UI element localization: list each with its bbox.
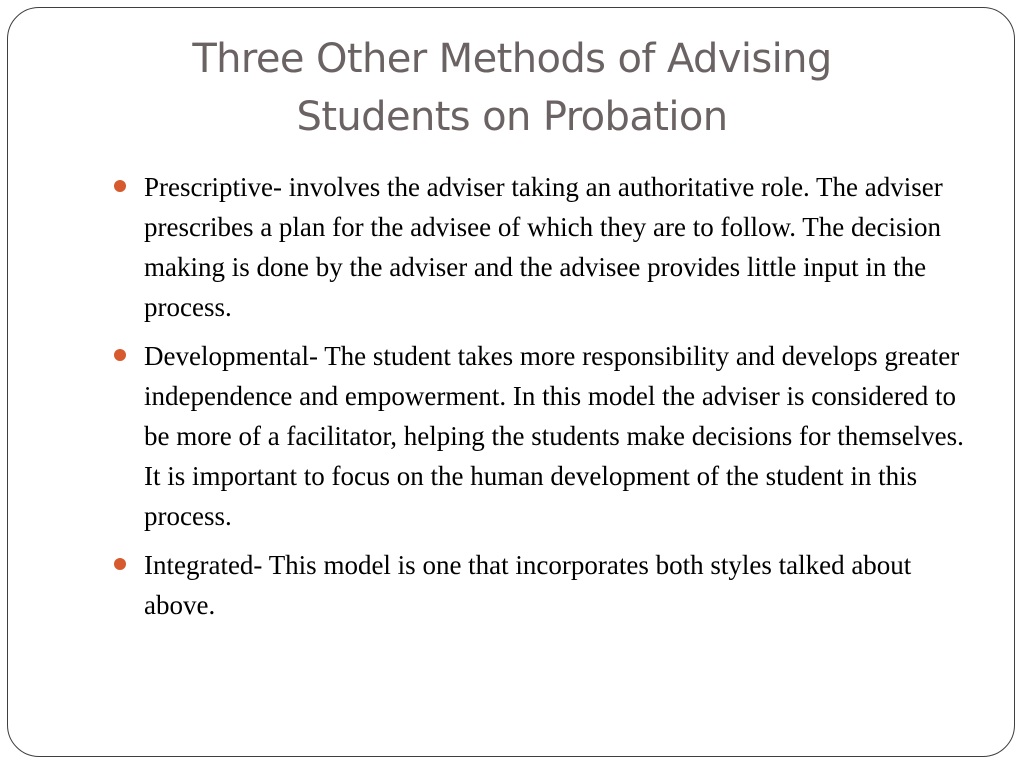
bullet-list (114, 167, 964, 634)
bullet-item-prescriptive (114, 167, 964, 327)
bullet-dot-icon (114, 349, 126, 361)
bullet-item-developmental (114, 336, 964, 536)
bullet-item-integrated (114, 545, 964, 625)
bullet-text: Prescriptive- involves the adviser taking an authoritative role. The adviser prescribes a plan for the advisee of which they are to follow. The decision making is done by the adviser and the advisee provides little input in the process. (144, 172, 943, 322)
bullet-text: Integrated- This model is one that incorporates both styles talked about above. (144, 550, 912, 620)
title-line-2: Students on Probation (296, 94, 728, 140)
title-line-1: Three Other Methods of Advising (192, 36, 832, 82)
bullet-text: Developmental- The student takes more responsibility and develops greater independence and empowerment. In this model the adviser is considered to be more of a facilitator, helping the students make decisions for themselves. It is important to focus on the human development of the student in this process. (144, 341, 964, 531)
slide-title (60, 30, 964, 146)
bullet-dot-icon (114, 558, 126, 570)
bullet-dot-icon (114, 180, 126, 192)
